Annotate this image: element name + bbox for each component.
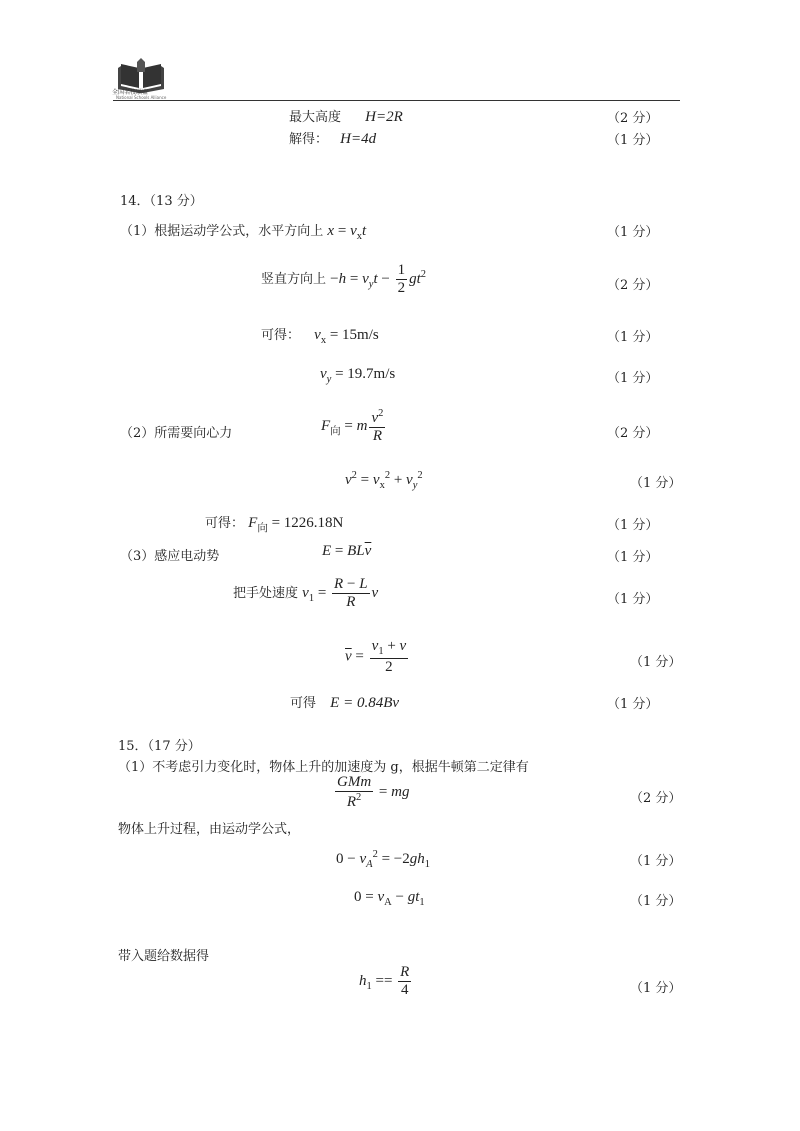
q14-handle-speed: 把手处速度 $v_1$ = $\frac{R - L}{R}$ v (233, 576, 379, 611)
q14-vy: $v_y = 19.7m/s$ (320, 366, 396, 385)
vertical-formula: $-h = v_yt$ − $\frac{1}{2}$ $gt^2$ (330, 262, 426, 297)
score: （1 分） (607, 697, 659, 712)
velocity-sum-formula: $v^2 = v_x^2 + v_y^2$ (345, 470, 423, 491)
average-speed-formula: $\overline{v}$ = $\frac{v_1 + v}{2}$ (345, 638, 407, 676)
q15-step1: （1）不考虑引力变化时，物体上升的加速度为 g，根据牛顿第二定律有 (118, 760, 529, 775)
handle-speed-label: 把手处速度 (233, 586, 299, 602)
q15-heading: 15．（17 分） (118, 739, 201, 754)
q14-heading: 14．（13 分） (120, 194, 203, 209)
solve-formula: H=4d (340, 131, 377, 147)
result-label: 可得： (205, 516, 245, 531)
score: （2 分） (607, 278, 659, 293)
kinematics-formula-1: $0 - v_A^2 = -2gh_1$ (336, 849, 430, 870)
vertical-label: 竖直方向上 (261, 272, 327, 288)
score: （1 分） (630, 854, 682, 869)
emf-formula: $E = BL\overline{v}$ (322, 543, 372, 559)
q14-vertical (261, 262, 426, 298)
q14-step1 (120, 220, 366, 242)
max-height-formula: H=2R (365, 109, 403, 125)
solve-label: 解得： (289, 132, 329, 147)
q14-step2: （2）所需要向心力 (120, 426, 233, 441)
score: （2 分） (607, 426, 659, 441)
score: （1 分） (607, 518, 659, 533)
emf-result: E = 0.84Bv (330, 695, 400, 711)
fraction-half: $\frac{1}{2}$ (397, 262, 406, 297)
logo-text: 全国名校联盟 (112, 89, 149, 96)
result-label: 可得 (290, 696, 317, 711)
score: （1 分） (630, 476, 682, 491)
score: （1 分） (607, 592, 659, 607)
score: （2 分） (630, 791, 682, 806)
horizontal-formula: $x = v_xt$ (327, 223, 367, 242)
result-label: 可得： (261, 328, 301, 343)
q14-vx: 可得： $v_x = 15m/s$ (261, 327, 379, 346)
header-rule (113, 100, 680, 101)
gravity-formula: $\frac{\text{GMm}}{R^2}$ = mg (337, 774, 410, 811)
score: （1 分） (607, 225, 659, 240)
q14-force-result: 可得： $F_向 = 1226.18N$ (205, 515, 344, 534)
score: （1 分） (607, 550, 659, 565)
score: （2 分） (607, 111, 659, 126)
force-value: = 1226.18N (271, 515, 344, 531)
q15-kinematics-text: 物体上升过程，由运动学公式， (118, 822, 301, 837)
score: （1 分） (630, 981, 682, 996)
max-height-label: 最大高度 (289, 110, 342, 125)
q14-step1-text: （1）根据运动学公式，水平方向上 (120, 224, 324, 239)
logo-subtext: National Schools Alliance (116, 95, 167, 100)
vy-value: = 19.7m/s (335, 366, 396, 382)
score: （1 分） (630, 894, 682, 909)
height-result-formula: $h_1$ == $\frac{R}{4}$ (359, 964, 410, 999)
max-height-line (289, 106, 403, 126)
score: （1 分） (607, 133, 659, 148)
centripetal-formula: $F_向 = m$ $\frac{v^2}{R}$ (321, 408, 384, 445)
solve-line (289, 128, 376, 148)
q14-final (290, 692, 399, 712)
q14-step3: （3）感应电动势 (120, 549, 220, 564)
score: （1 分） (607, 371, 659, 386)
score: （1 分） (630, 655, 682, 670)
vx-value: = 15m/s (329, 327, 379, 343)
score: （1 分） (607, 330, 659, 345)
q15-substitute-text: 带入题给数据得 (118, 949, 210, 964)
kinematics-formula-2: $0 = v_A - gt_1$ (354, 889, 425, 908)
